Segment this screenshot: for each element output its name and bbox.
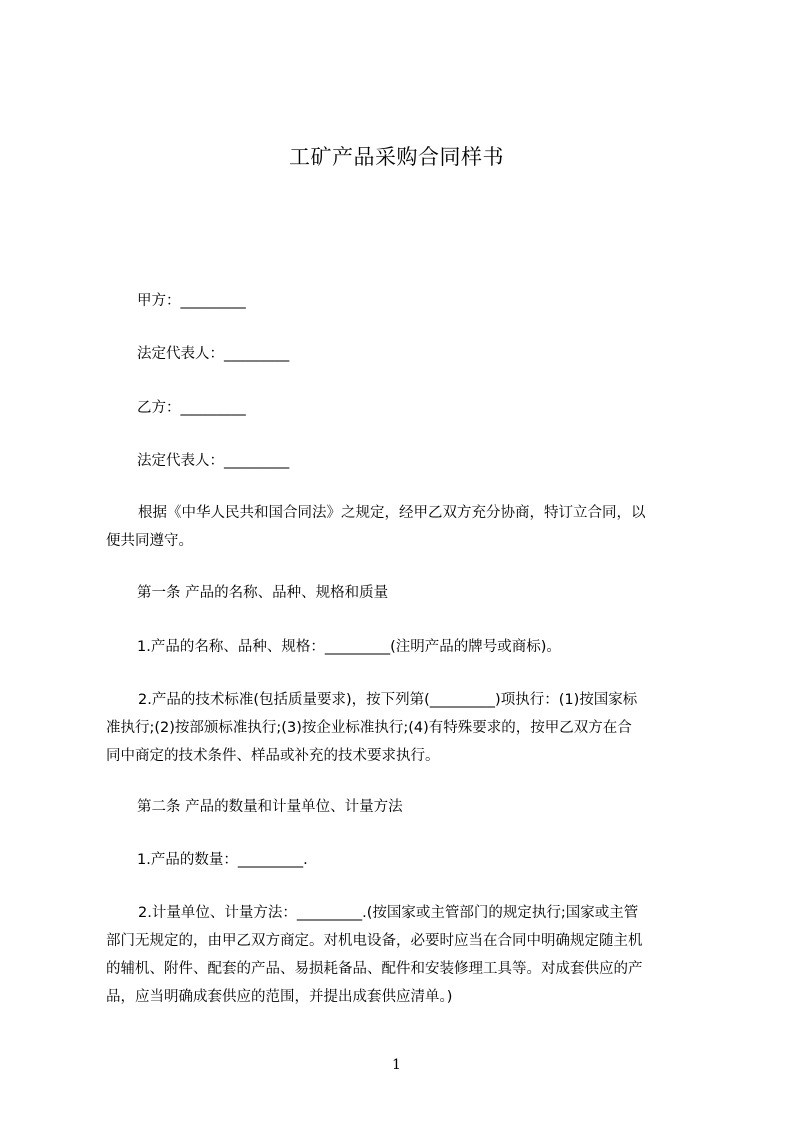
article-1-item-2-line: 同中商定的技术条件、样品或补充的技术要求执行。 [106,748,440,764]
party-a-representative-line: 法定代表人：_________ [137,346,290,362]
preamble-paragraph [106,499,706,555]
party-b-line: 乙方：_________ [137,400,246,416]
article-1-item-1: 1.产品的名称、品种、规格：_________(注明产品的牌号或商标)。 [137,639,561,655]
article-2-item-2 [106,899,706,1011]
preamble-line: 便共同遵守。 [106,533,193,549]
article-1-item-2 [106,686,706,770]
page-number: 1 [392,1057,401,1073]
article-2-item-2-line: 的辅机、附件、配套的产品、易损耗备品、配件和安装修理工具等。对成套供应的产 [106,961,643,977]
preamble-line: 根据《中华人民共和国合同法》之规定，经甲乙双方充分协商，特订立合同，以 [138,505,646,521]
document-title: 工矿产品采购合同样书 [289,145,504,169]
article-1-item-2-line: 准执行;(2)按部颁标准执行;(3)按企业标准执行;(4)有特殊要求的，按甲乙双方在合 [106,720,632,736]
article-2-item-2-line: 部门无规定的，由甲乙双方商定。对机电设备，必要时应当在合同中明确规定随主机 [106,933,643,949]
party-b-representative-line: 法定代表人：_________ [137,453,290,469]
party-a-line: 甲方：_________ [137,293,246,309]
article-1-item-2-line: 2.产品的技术标准(包括质量要求)，按下列第(_________)项执行：(1)按国家标 [138,692,638,708]
article-2-item-2-line: 品，应当明确成套供应的范围，并提出成套供应清单。) [106,989,453,1005]
article-2-heading: 第二条 产品的数量和计量单位、计量方法 [137,799,403,815]
article-2-item-1: 1.产品的数量：_________. [137,852,308,868]
article-1-heading: 第一条 产品的名称、品种、规格和质量 [137,585,389,601]
article-2-item-2-line: 2.计量单位、计量方法：_________.(按国家或主管部门的规定执行;国家或主管 [138,905,639,921]
